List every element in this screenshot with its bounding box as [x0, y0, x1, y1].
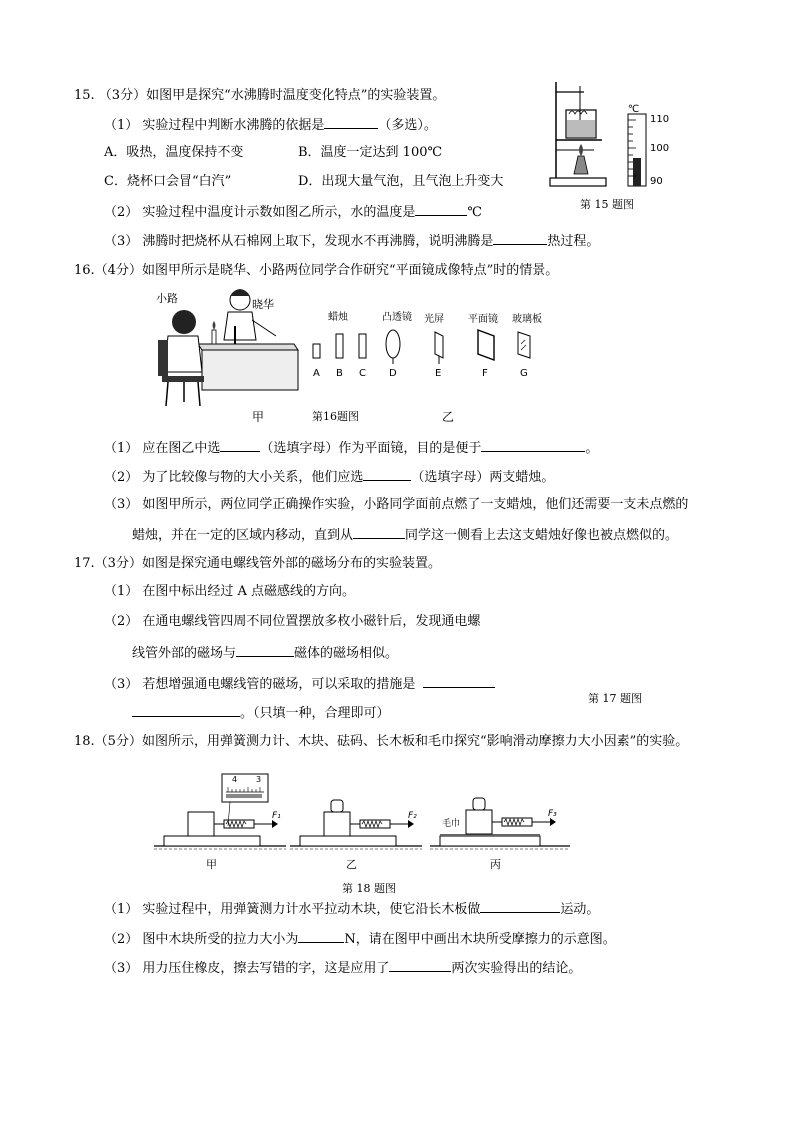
- item-letter-g: G: [520, 368, 528, 379]
- convex-lens-d: [386, 330, 400, 358]
- q18-part1-tail: 运动。: [560, 902, 600, 917]
- optical-items-figure: [304, 308, 554, 380]
- setup-bing: [430, 798, 570, 849]
- q16-part1: [104, 437, 598, 459]
- thermometer-figure: [614, 100, 676, 188]
- q17-part1: （1） 在图中标出经过 A 点磁感线的方向。: [104, 584, 356, 599]
- q17-figure-caption: 第 17 题图: [588, 692, 642, 705]
- q18-part2-tail: N，请在图甲中画出木块所受摩擦力的示意图。: [344, 932, 616, 947]
- q15-answer-blank-1[interactable]: [324, 114, 378, 129]
- q17-answer-blank-1[interactable]: [236, 642, 294, 657]
- item-top-candle: 蜡烛: [328, 312, 348, 323]
- q16-part3-line1: （3） 如图甲所示，两位同学正确操作实验，小路同学面前点燃了一支蜡烛，他们还需要一支未点燃的: [104, 497, 689, 512]
- person-label-xiaohua: 晓华: [252, 298, 274, 311]
- q15-option-b: B．温度一定达到 100℃: [298, 145, 443, 160]
- candle-c: [359, 334, 366, 358]
- weight-bing: [473, 798, 485, 810]
- q15-part2-tail: ℃: [467, 205, 482, 220]
- q16-part2-text: （2） 为了比较像与物的大小关系，他们应选: [104, 470, 364, 485]
- q15-part3-text: （3） 沸腾时把烧杯从石棉网上取下，发现水不再沸腾，说明沸腾是: [104, 234, 494, 249]
- q18-label-bing: 丙: [490, 858, 501, 871]
- q17-answer-blank-2[interactable]: [423, 673, 495, 688]
- q15-part3: [104, 230, 599, 252]
- item-letter-c: C: [359, 368, 366, 379]
- force-label-f1: F₁: [272, 811, 281, 821]
- friction-experiment-figure: [150, 770, 580, 874]
- q17-answer-blank-3[interactable]: [132, 702, 240, 717]
- q18-part1-text: （1） 实验过程中，用弹簧测力计水平拉动木块，使它沿长木板做: [104, 902, 481, 917]
- q18-answer-blank-3[interactable]: [389, 957, 451, 972]
- glass-plate-g: [518, 332, 530, 358]
- item-top-screen: 光屏: [424, 314, 444, 325]
- q17-part3-text: （3） 若想增强通电螺线管的磁场，可以采取的措施是: [104, 677, 416, 692]
- q16-part1-text: （1） 应在图乙中选: [104, 441, 221, 456]
- q15-option-d: D．出现大量气泡，且气泡上升变大: [298, 174, 504, 189]
- q16-answer-blank-3[interactable]: [363, 466, 411, 481]
- q15-answer-blank-3[interactable]: [493, 230, 547, 245]
- q18-part2: [104, 928, 616, 950]
- q16-part1-mid: （选填字母）作为平面镜，目的是便于: [260, 441, 482, 456]
- thermometer-unit: ℃: [628, 104, 640, 115]
- setup-yi: [290, 800, 422, 849]
- force-label-f2: F₂: [408, 811, 417, 821]
- item-letter-e: E: [435, 368, 442, 379]
- item-top-glass-plate: 玻璃板: [512, 314, 542, 325]
- q16-answer-blank-4[interactable]: [353, 524, 405, 539]
- plane-mirror-f: [478, 330, 494, 360]
- item-letter-a: A: [313, 368, 320, 379]
- candle-a: [313, 344, 320, 358]
- q15-answer-blank-2[interactable]: [415, 201, 467, 216]
- q16-part2: [104, 466, 554, 488]
- q15-option-a: A．吸热，温度保持不变: [104, 145, 244, 160]
- boiling-apparatus-figure: [544, 78, 610, 190]
- q17-part3-line2: [132, 702, 390, 724]
- q15-part2: [104, 201, 482, 223]
- q15-part1: [104, 114, 437, 136]
- q15-part1-text: （1） 实验过程中判断水沸腾的依据是: [104, 118, 325, 133]
- scale-label-4: 4: [232, 775, 238, 784]
- thermometer-label-90: 90: [650, 176, 663, 187]
- q16-part1-tail: 。: [585, 441, 599, 456]
- q15-part2-text: （2） 实验过程中温度计示数如图乙所示，水的温度是: [104, 205, 416, 220]
- q16-answer-blank-2[interactable]: [481, 437, 585, 452]
- q16-part3-tail: 同学这一侧看上去这支蜡烛好像也被点燃似的。: [405, 528, 679, 543]
- q16-title: 16.（4分）如图甲所示是晓华、小路两位同学合作研究“平面镜成像特点”时的情景。: [74, 263, 559, 278]
- q16-answer-blank-1[interactable]: [220, 437, 260, 452]
- setup-jia: [154, 774, 286, 849]
- q18-answer-blank-2[interactable]: [298, 928, 344, 943]
- students-desk-figure: [148, 280, 306, 410]
- towel-label: 毛巾: [442, 819, 461, 829]
- force-label-f3: F₃: [548, 809, 557, 819]
- q18-label-jia: 甲: [206, 858, 217, 871]
- q17-part2-line1: （2） 在通电螺线管四周不同位置摆放多枚小磁针后，发现通电螺: [104, 614, 481, 629]
- q17-part3-tail: 。（只填一种，合理即可）: [240, 706, 390, 721]
- thermometer-label-100: 100: [650, 143, 670, 154]
- item-letter-f: F: [482, 368, 488, 379]
- q18-title: 18.（5分）如图所示，用弹簧测力计、木块、砝码、长木板和毛巾探究“影响滑动摩擦力大小因素”的实验。: [74, 734, 689, 749]
- q16-label-jia: 甲: [252, 410, 265, 424]
- light-screen-e: [435, 332, 443, 358]
- q15-part3-tail: 热过程。: [547, 234, 600, 249]
- item-top-plane-mirror: 平面镜: [468, 314, 498, 325]
- q18-figure-caption: 第 18 题图: [342, 882, 396, 895]
- item-letter-b: B: [336, 368, 343, 379]
- q15-part1-tail: （多选）。: [378, 118, 437, 133]
- q18-part3-text: （3） 用力压住橡皮，擦去写错的字，这是应用了: [104, 961, 390, 976]
- q17-part2-line2: [132, 642, 398, 664]
- q15-figure-caption: 第 15 题图: [580, 198, 634, 211]
- candle-b: [336, 334, 343, 358]
- q16-part2-tail: （选填字母）两支蜡烛。: [411, 470, 555, 485]
- q18-part3-tail: 两次实验得出的结论。: [451, 961, 582, 976]
- person-label-xiaolu: 小路: [156, 292, 178, 305]
- q16-part3-text: 蜡烛，并在一定的区域内移动，直到从: [132, 528, 354, 543]
- weight-yi: [331, 800, 343, 812]
- q16-part3-line2: [132, 524, 678, 546]
- q18-label-yi: 乙: [346, 858, 357, 871]
- q15-title: 15. （3分）如图甲是探究“水沸腾时温度变化特点”的实验装置。: [74, 88, 446, 103]
- q18-part2-text: （2） 图中木块所受的拉力大小为: [104, 932, 299, 947]
- scale-label-3: 3: [256, 775, 262, 784]
- item-letter-d: D: [389, 368, 397, 379]
- q18-part1: [104, 898, 599, 920]
- q17-part2-text: 线管外部的磁场与: [132, 646, 237, 661]
- q17-part3-line1: [104, 673, 495, 695]
- q18-part3: [104, 957, 581, 979]
- q17-title: 17.（3分）如图是探究通电螺线管外部的磁场分布的实验装置。: [74, 556, 441, 571]
- q18-answer-blank-1[interactable]: [480, 898, 560, 913]
- thermometer-label-110: 110: [650, 114, 670, 125]
- q16-label-yi: 乙: [442, 410, 455, 424]
- q17-part2-tail: 磁体的磁场相似。: [294, 646, 399, 661]
- q16-figure-caption: 第16题图: [312, 410, 359, 423]
- item-top-lens: 凸透镜: [382, 312, 412, 323]
- q15-option-c: C．烧杯口会冒“白汽”: [104, 174, 232, 189]
